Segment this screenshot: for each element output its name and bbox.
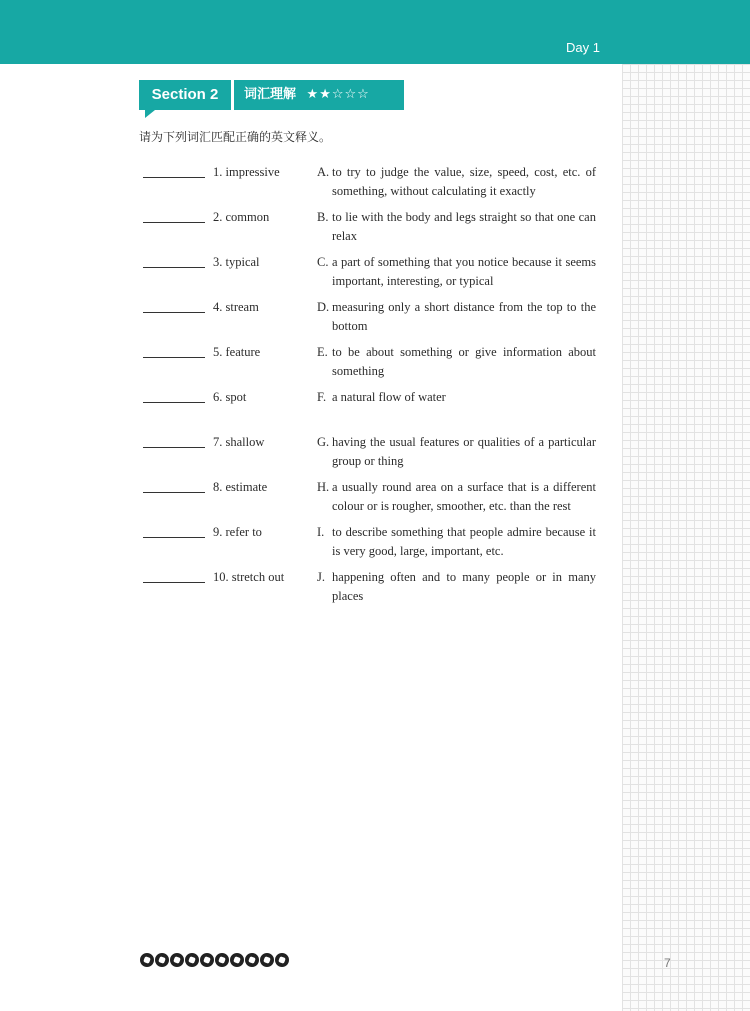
definition-text: to try to judge the value, size, speed, cost, etc. of something, without calculating it exactly: [332, 165, 596, 198]
section-label: Section 2: [139, 80, 231, 110]
definition-text: measuring only a short distance from the top to the bottom: [332, 300, 596, 333]
exercise-row: [139, 568, 597, 613]
difficulty-stars: ★★☆☆☆: [306, 87, 370, 102]
answer-blank[interactable]: [143, 177, 205, 178]
definition-text: happening often and to many people or in many places: [332, 570, 596, 603]
definition-letter: F.: [317, 390, 327, 404]
answer-blank[interactable]: [143, 447, 205, 448]
definition-letter: I.: [317, 525, 325, 539]
exercise-row: [139, 433, 597, 478]
definition-text: a part of something that you notice because it seems important, interesting, or typical: [332, 255, 596, 288]
exercise-row: [139, 343, 597, 388]
vocab-word: 4. stream: [213, 300, 259, 314]
answer-blank[interactable]: [143, 402, 205, 403]
vocab-word: 1. impressive: [213, 165, 280, 179]
answer-blank[interactable]: [143, 492, 205, 493]
exercise-row: [139, 298, 597, 343]
definition-text: a usually round area on a surface that is a different colour or is rougher, smoother, etc. than the rest: [332, 480, 596, 513]
vocab-word: 2. common: [213, 210, 270, 224]
footer-emblem-icon: [170, 953, 184, 967]
vocab-word: 10. stretch out: [213, 570, 285, 584]
footer-icon-strip: [140, 953, 289, 969]
definition-letter: A.: [317, 165, 330, 179]
instruction-text: 请为下列词汇匹配正确的英文释义。: [139, 130, 332, 144]
footer-emblem-icon: [260, 953, 274, 967]
day-label: Day 1: [566, 40, 600, 55]
section-title-box: [234, 80, 404, 110]
definition-letter: E.: [317, 345, 328, 359]
exercise-row: [139, 208, 597, 253]
vocab-word: 8. estimate: [213, 480, 268, 494]
definition-letter: D.: [317, 300, 330, 314]
answer-blank[interactable]: [143, 312, 205, 313]
definition-letter: J.: [317, 570, 325, 584]
definition-letter: C.: [317, 255, 329, 269]
definition-text: having the usual features or qualities of a particular group or thing: [332, 435, 596, 468]
page-number: 7: [664, 956, 671, 970]
answer-blank[interactable]: [143, 537, 205, 538]
section-title: 词汇理解: [244, 87, 297, 102]
header-band: [0, 0, 750, 64]
exercise-row: [139, 253, 597, 298]
definition-letter: H.: [317, 480, 330, 494]
definition-text: to be about something or give information about something: [332, 345, 596, 378]
footer-emblem-icon: [200, 953, 214, 967]
footer-emblem-icon: [245, 953, 259, 967]
definition-letter: G.: [317, 435, 330, 449]
vocab-word: 5. feature: [213, 345, 261, 359]
answer-blank[interactable]: [143, 267, 205, 268]
definition-text: to describe something that people admire because it is very good, large, important, etc.: [332, 525, 596, 558]
footer-emblem-icon: [140, 953, 154, 967]
answer-blank[interactable]: [143, 357, 205, 358]
exercise-row: [139, 163, 597, 208]
exercise-row: [139, 523, 597, 568]
answer-blank[interactable]: [143, 222, 205, 223]
exercise-row: [139, 388, 597, 433]
definition-text: a natural flow of water: [332, 390, 446, 404]
footer-emblem-icon: [275, 953, 289, 967]
vocab-word: 7. shallow: [213, 435, 265, 449]
footer-emblem-icon: [185, 953, 199, 967]
definition-text: to lie with the body and legs straight so that one can relax: [332, 210, 596, 243]
definition-letter: B.: [317, 210, 329, 224]
vocab-word: 9. refer to: [213, 525, 262, 539]
vocab-word: 6. spot: [213, 390, 247, 404]
footer-emblem-icon: [215, 953, 229, 967]
answer-blank[interactable]: [143, 582, 205, 583]
footer-emblem-icon: [155, 953, 169, 967]
matching-exercise: [139, 163, 597, 613]
footer-emblem-icon: [230, 953, 244, 967]
grid-paper-strip: [622, 64, 750, 1011]
vocab-word: 3. typical: [213, 255, 260, 269]
section-header-tail: [145, 110, 155, 118]
exercise-row: [139, 478, 597, 523]
